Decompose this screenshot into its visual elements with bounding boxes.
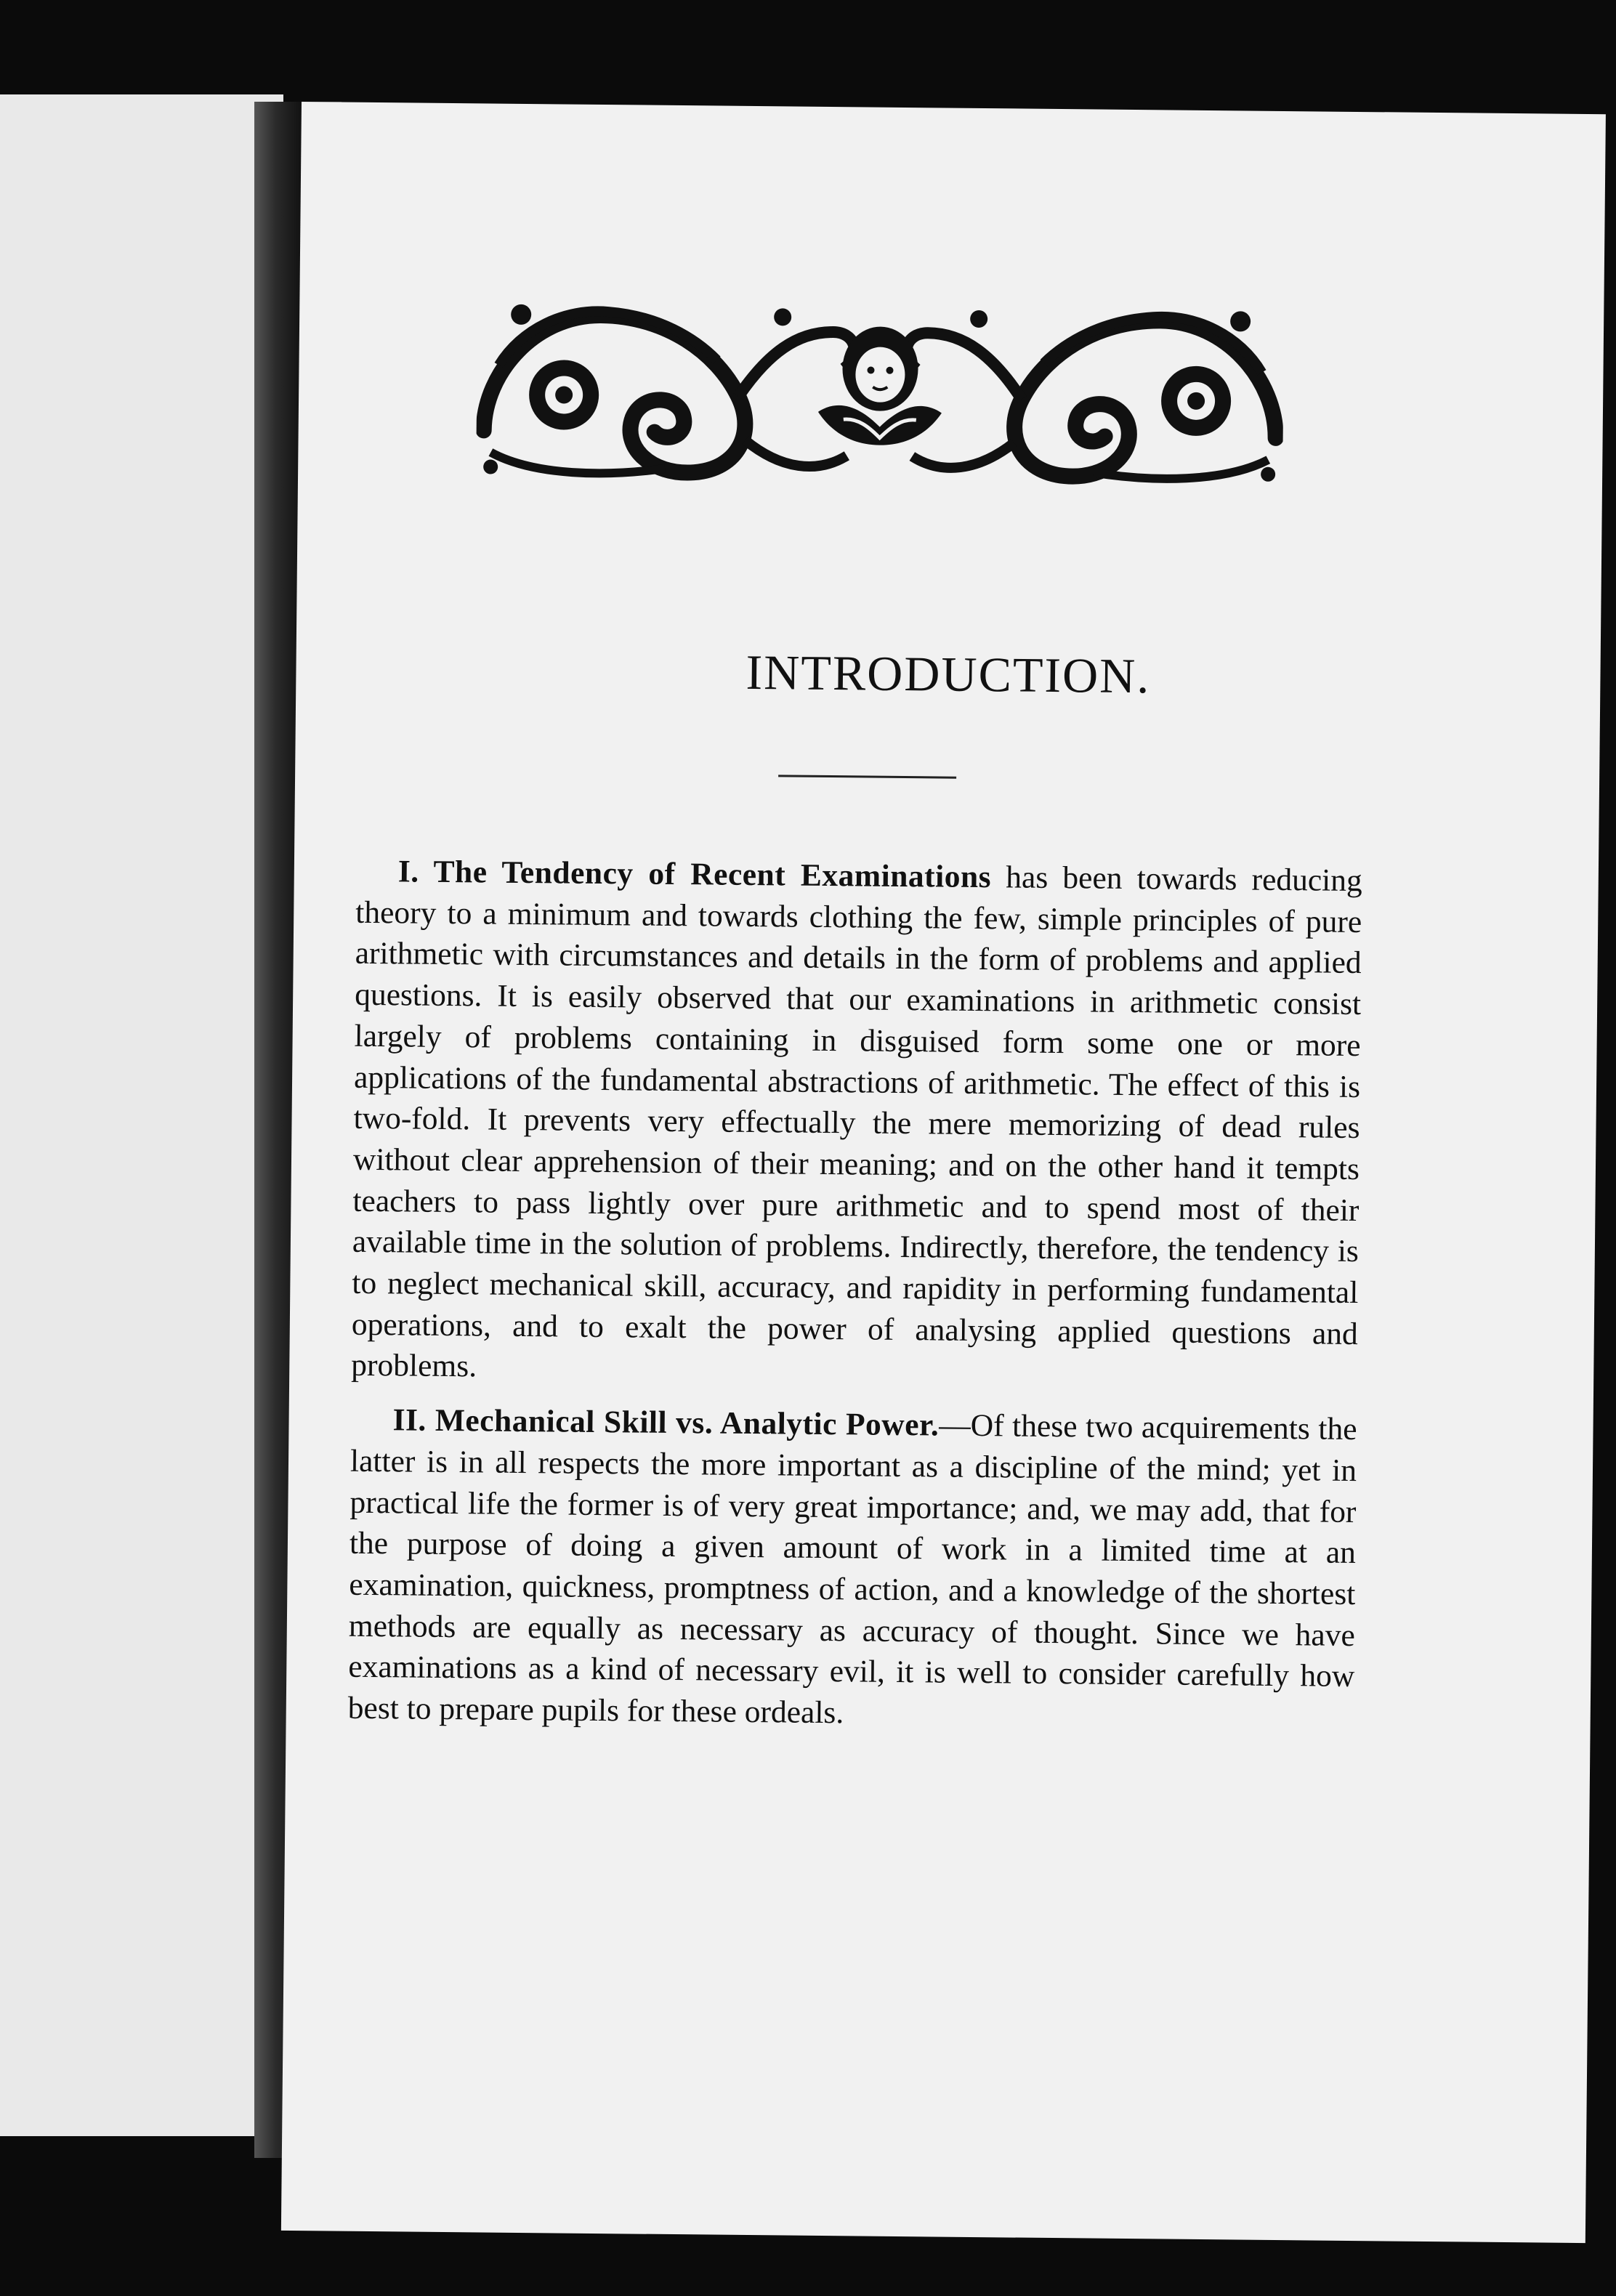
paragraph-1-text: has been towards reducing theory to a minimum and towards clothing the few, simple principles of pure arithmetic with circumstances and details in the form of problems and applied questions. It is easily observed that our examinations in arithmetic consist largely of problems containing in disguised form some one or more applications of the fundamental abstractions of arithmetic. The effect of this is two-fold. It prevents very effectually the mere memorizing of dead rules without clear apprehension of their meaning; and on the other hand it tempts teachers to pass lightly over pure arithmetic and to spend most of their available time in the solution of problems. Indirectly, therefore, the tendency is to neglect mechanical skill, accuracy, and rapidity in performing fundamental operations, and to exalt the power of analysing applied questions and problems. (351, 860, 1363, 1384)
paragraph-1 (351, 851, 1362, 1396)
book-page (281, 102, 1606, 2243)
page-title: INTRODUCTION. (746, 644, 1151, 704)
paragraph-2 (348, 1399, 1357, 1739)
paragraph-2-heading: II. Mechanical Skill vs. Analytic Power. (392, 1402, 940, 1443)
paragraph-1-heading: I. The Tendency of Recent Examinations (397, 854, 992, 895)
paragraph-2-text: —Of these two acquirements the latter is in all respects the more important as a discipline of the mind; yet in practical life the former is of very great importance; and, we may add, that for the purpose of doing a given amount of work in a limited time at an examination, quickness, promptness of action, and a knowledge of the shortest methods are equally as necessary as accuracy of thought. Since we have examinations as a kind of necessary evil, it is well to consider carefully how best to prepare pupils for these ordeals. (347, 1407, 1357, 1731)
left-facing-page (0, 94, 283, 2136)
title-rule-divider (778, 775, 956, 778)
introduction-body (348, 851, 1363, 1739)
cherub-scroll-ornament-icon (476, 285, 1285, 489)
